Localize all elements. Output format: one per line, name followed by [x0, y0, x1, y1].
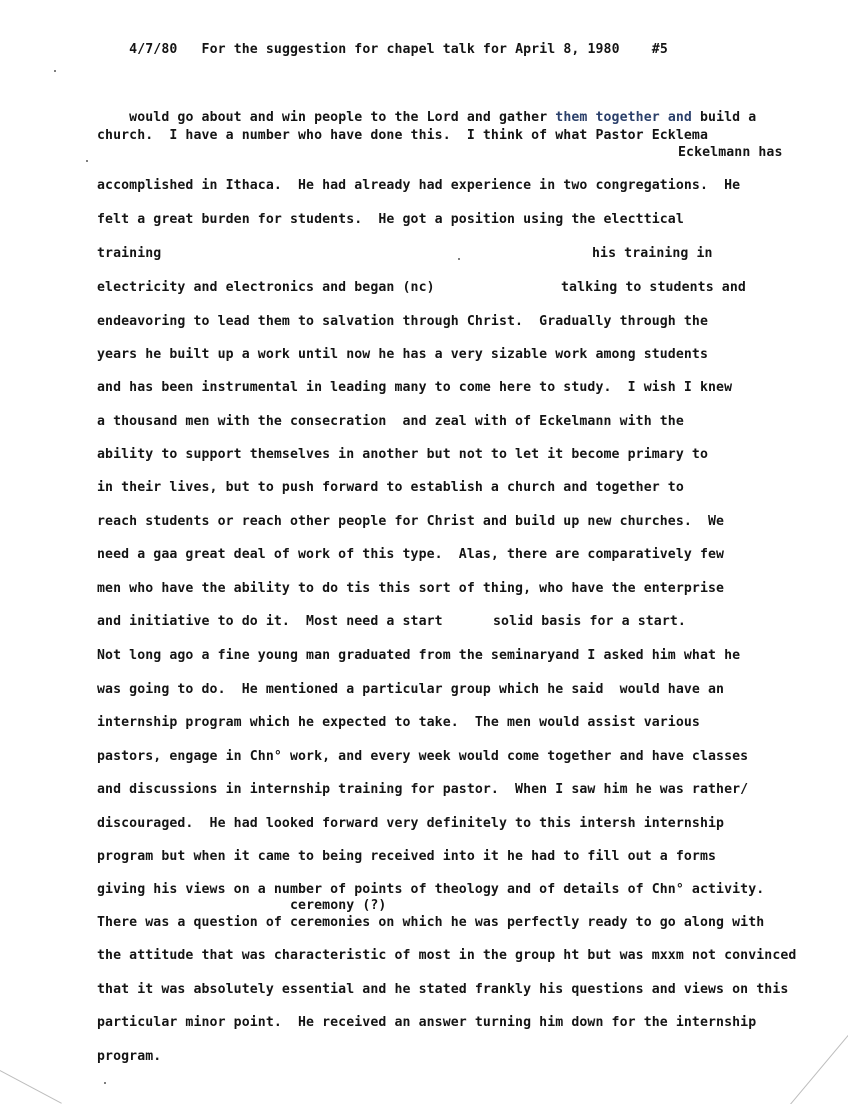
- body-line-18: was going to do. He mentioned a particular group which he said would have an: [97, 682, 725, 697]
- page-header: [97, 26, 668, 74]
- interlinear-ceremony: ceremony (?): [290, 898, 387, 913]
- body-line-6a: electricity and electronics and began (nc): [97, 280, 435, 295]
- scan-speck: [54, 70, 56, 72]
- scan-speck: [86, 160, 88, 162]
- body-line-28: particular minor point. He received an answer turning him down for the internship: [97, 1015, 757, 1030]
- body-line-27: that it was absolutely essential and he stated frankly his questions and views on this: [97, 982, 789, 997]
- body-line-7: endeavoring to lead them to salvation through Christ. Gradually through the: [97, 314, 709, 329]
- body-line-21: and discussions in internship training for pastor. When I saw him he was rather/: [97, 782, 749, 797]
- scan-edge-right: [790, 1035, 848, 1104]
- scan-edge-left: [0, 1070, 62, 1104]
- body-line-8: years he built up a work until now he has a very sizable work among students: [97, 347, 709, 362]
- body-line-5b: his training in: [592, 246, 713, 261]
- body-line-3: accomplished in Ithaca. He had already had experience in two congregations. He: [97, 178, 741, 193]
- body-line-17: Not long ago a fine young man graduated from the seminaryand I asked him what he: [97, 648, 741, 663]
- blue-ink-insertion: them together and: [555, 110, 692, 125]
- body-line-1: would go about and win people to the Lord and gather them together and build a: [129, 110, 757, 125]
- header-title: For the suggestion for chapel talk for April 8, 1980: [201, 42, 620, 57]
- body-line-11: ability to support themselves in another but not to let it become primary to: [97, 447, 709, 462]
- body-line-10: a thousand men with the consecration and zeal with of Eckelmann with the: [97, 414, 684, 429]
- body-line-19: internship program which he expected to take. The men would assist various: [97, 715, 700, 730]
- body-line-5a: training: [97, 246, 162, 261]
- body-line-12: in their lives, but to push forward to establish a church and together to: [97, 480, 684, 495]
- body-line-9: and has been instrumental in leading many to come here to study. I wish I knew: [97, 380, 733, 395]
- body-line-24: giving his views on a number of points of theology and of details of Chn° activity.: [97, 882, 765, 897]
- body-line-22: discouraged. He had looked forward very definitely to this intersh internship: [97, 816, 725, 831]
- scan-speck: [458, 258, 460, 260]
- body-line-29: program.: [97, 1049, 162, 1064]
- body-line-16b: solid basis for a start.: [493, 614, 686, 629]
- correction-eckelmann: Eckelmann has: [678, 145, 783, 160]
- body-line-2: church. I have a number who have done this. I think of what Pastor Ecklema: [97, 128, 709, 143]
- header-page-number: #5: [651, 42, 668, 57]
- body-line-15: men who have the ability to do tis this sort of thing, who have the enterprise: [97, 581, 725, 596]
- scan-speck: [104, 1082, 106, 1084]
- body-line-13: reach students or reach other people for Christ and build up new churches. We: [97, 514, 725, 529]
- body-line-14: need a gaa great deal of work of this type. Alas, there are comparatively few: [97, 547, 725, 562]
- body-line-20: pastors, engage in Chn° work, and every week would come together and have classes: [97, 749, 749, 764]
- header-date: 4/7/80: [129, 42, 178, 57]
- body-line-16a: and initiative to do it. Most need a start: [97, 614, 443, 629]
- body-line-6b: talking to students and: [561, 280, 746, 295]
- body-line-4: felt a great burden for students. He got a position using the electtical: [97, 212, 684, 227]
- body-line-23: program but when it came to being received into it he had to fill out a forms: [97, 849, 717, 864]
- body-line-26: the attitude that was characteristic of most in the group ht but was mxxm not convinced: [97, 948, 797, 963]
- body-line-25: There was a question of ceremonies on which he was perfectly ready to go along with: [97, 915, 765, 930]
